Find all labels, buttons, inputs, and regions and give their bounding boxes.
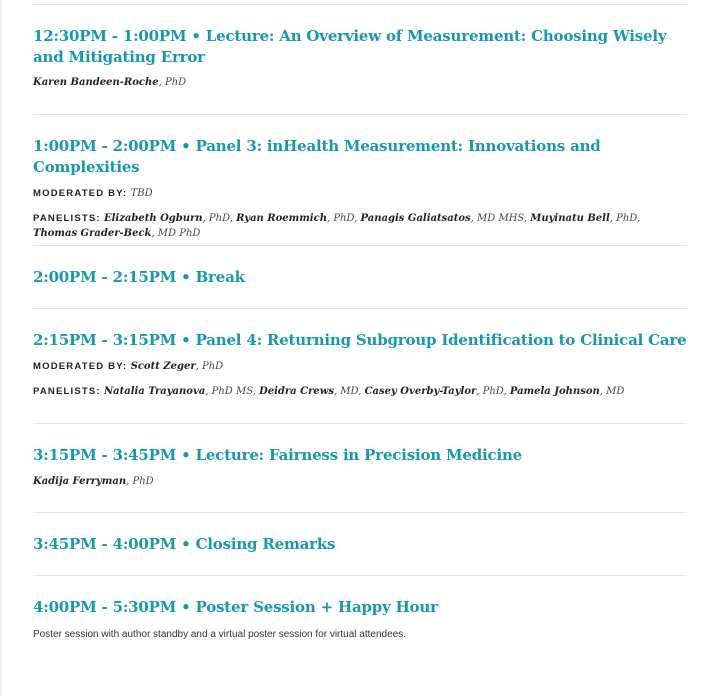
panelist-credential: , MD, xyxy=(333,386,365,397)
agenda-session xyxy=(33,267,687,288)
divider xyxy=(33,423,687,424)
moderator-line xyxy=(33,186,687,201)
session-title: 3:15PM - 3:45PM • Lecture: Fairness in Precision Medicine xyxy=(33,446,523,464)
panelist-name: Deidra Crews xyxy=(259,386,334,397)
speaker-credential: , PhD xyxy=(126,476,154,487)
panelist-credential: , PhD, xyxy=(326,213,361,224)
moderated-by-label: MODERATED BY: xyxy=(33,188,128,199)
speaker-name: Karen Bandeen-Roche xyxy=(33,77,159,88)
moderated-by-label: MODERATED BY: xyxy=(33,361,128,372)
session-title: 2:15PM - 3:15PM • Panel 4: Returning Subgroup Identification to Clinical Care xyxy=(33,331,687,349)
panelist-name: Natalia Trayanova xyxy=(103,386,206,397)
panelists-line xyxy=(33,211,687,241)
session-speaker xyxy=(33,474,687,489)
panelist-name: Panagis Galiatsatos xyxy=(360,213,471,224)
session-title: 1:00PM - 2:00PM • Panel 3: inHealth Measurement: Innovations and Complexities xyxy=(33,137,601,176)
panelists-line xyxy=(33,384,687,399)
agenda-session xyxy=(33,330,687,399)
panelist-name: Elizabeth Ogburn xyxy=(103,213,203,224)
panelist-name: Thomas Grader-Beck xyxy=(33,228,152,239)
panelist-name: Casey Overby-Taylor xyxy=(364,386,477,397)
agenda-session xyxy=(33,26,687,90)
speaker-name: Kadija Ferryman xyxy=(33,476,127,487)
moderator-credential: , PhD xyxy=(195,361,224,372)
session-title: 12:30PM - 1:00PM • Lecture: An Overview of Measurement: Choosing Wisely and Mitigating Error xyxy=(33,27,667,66)
panelist-credential: , PhD MS, xyxy=(205,386,260,397)
moderator-credential: TBD xyxy=(130,188,153,199)
divider xyxy=(33,245,687,246)
divider xyxy=(33,512,687,513)
agenda-session xyxy=(33,136,687,241)
session-title: 3:45PM - 4:00PM • Closing Remarks xyxy=(33,535,336,553)
divider xyxy=(33,114,687,115)
panelist-credential: , MD xyxy=(599,386,625,397)
panelist-credential: , PhD, xyxy=(202,213,237,224)
panelist-name: Muyinatu Bell xyxy=(530,213,610,224)
session-title: 2:00PM - 2:15PM • Break xyxy=(33,268,245,286)
divider xyxy=(33,575,687,576)
panelist-name: Pamela Johnson xyxy=(509,386,600,397)
divider xyxy=(33,4,687,5)
divider xyxy=(33,308,687,309)
speaker-credential: , PhD xyxy=(158,77,187,88)
panelist-credential: , MD PhD xyxy=(151,228,201,239)
moderator-name: Scott Zeger xyxy=(130,361,196,372)
session-title: 4:00PM - 5:30PM • Poster Session + Happy Hour xyxy=(33,598,438,616)
agenda-session xyxy=(33,445,687,489)
panelist-credential: , MD MHS, xyxy=(470,213,531,224)
panelists-label: PANELISTS: xyxy=(33,386,101,397)
agenda-session xyxy=(33,534,687,555)
panelist-credential: , PhD, xyxy=(609,213,641,224)
panelist-name: Ryan Roemmich xyxy=(236,213,327,224)
session-description: Poster session with author standby and a virtual poster session for virtual attendees. xyxy=(33,629,406,640)
left-edge-divider xyxy=(0,0,2,696)
agenda-session xyxy=(33,597,687,642)
moderator-line xyxy=(33,359,687,374)
session-speaker xyxy=(33,75,687,90)
panelists-label: PANELISTS: xyxy=(33,213,101,224)
panelist-credential: , PhD, xyxy=(476,386,510,397)
